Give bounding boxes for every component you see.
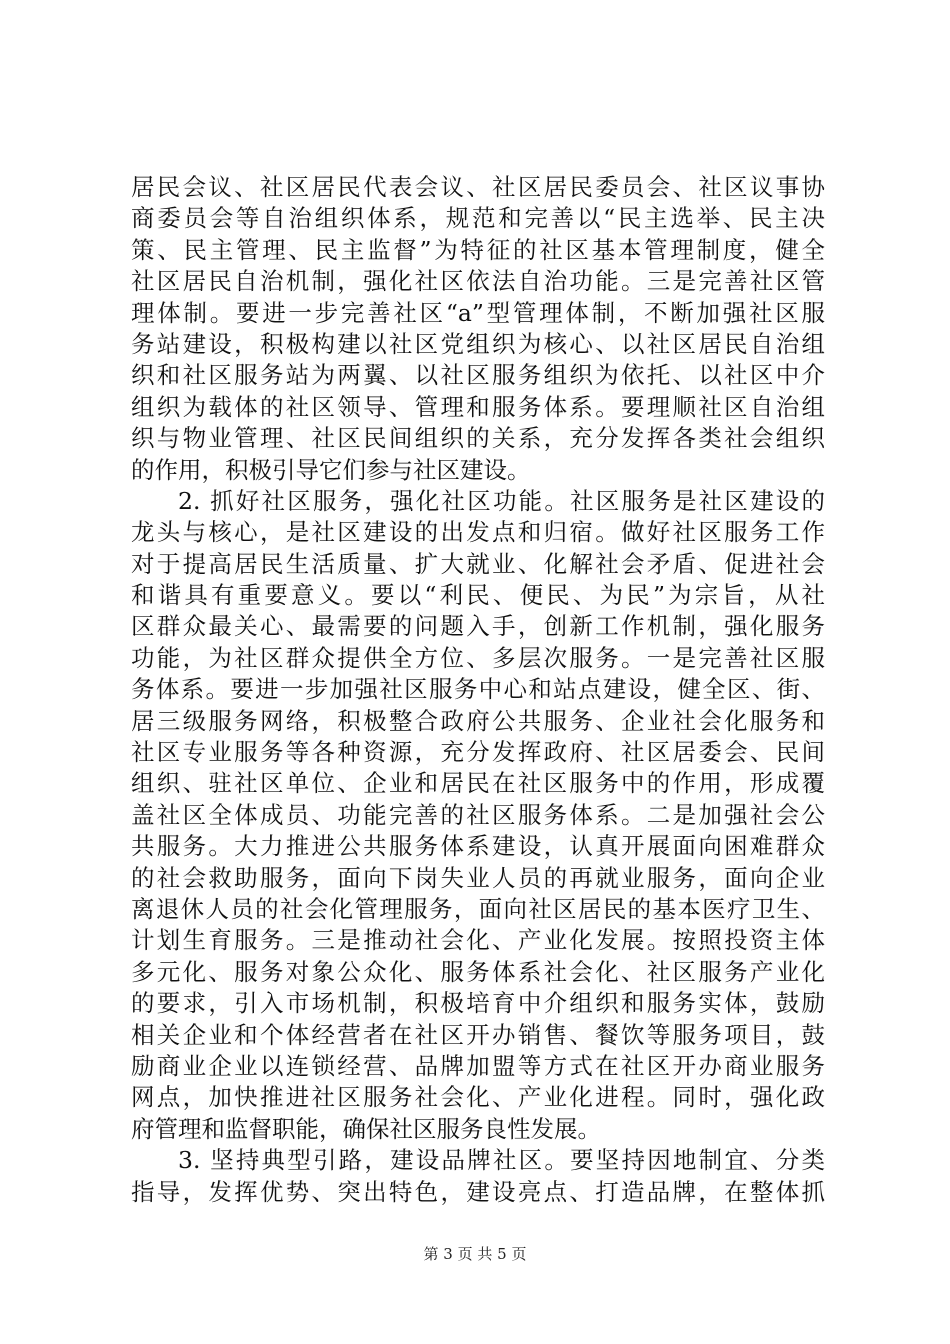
- text-line: 织与物业管理、社区民间组织的关系，充分发挥各类社会组织: [131, 424, 825, 453]
- text-line: 的作用，积极引导它们参与社区建设。: [131, 455, 531, 484]
- text-line: 理体制。要进一步完善社区“a”型管理体制，不断加强社区服: [131, 298, 825, 327]
- text-line: 的社会救助服务，面向下岗失业人员的再就业服务，面向企业: [131, 863, 825, 892]
- text-line: 商委员会等自治组织体系，规范和完善以“民主选举、民主决: [131, 204, 825, 233]
- text-line: 的要求，引入市场机制，积极培育中介组织和服务实体，鼓励: [131, 989, 825, 1018]
- text-line: 功能，为社区群众提供全方位、多层次服务。一是完善社区服: [131, 643, 825, 672]
- text-line: 共服务。大力推进公共服务体系建设，认真开展面向困难群众: [131, 832, 825, 861]
- text-line: 对于提高居民生活质量、扩大就业、化解社会矛盾、促进社会: [131, 549, 825, 578]
- text-line: 织和社区服务站为两翼、以社区服务组织为依托、以社区中介: [131, 361, 825, 390]
- text-line: 指导，发挥优势、突出特色，建设亮点、打造品牌，在整体抓: [131, 1177, 825, 1206]
- text-line: 和谐具有重要意义。要以“利民、便民、为民”为宗旨，从社: [131, 581, 825, 610]
- text-line: 务体系。要进一步加强社区服务中心和站点建设，健全区、街、: [131, 675, 825, 704]
- text-line: 多元化、服务对象公众化、服务体系社会化、社区服务产业化: [131, 957, 825, 986]
- text-line: 2. 抓好社区服务，强化社区功能。社区服务是社区建设的: [178, 486, 825, 515]
- text-line: 务站建设，积极构建以社区党组织为核心、以社区居民自治组: [131, 329, 825, 358]
- text-line: 社区专业服务等各种资源，充分发挥政府、社区居委会、民间: [131, 738, 825, 767]
- page-footer: 第 3 页 共 5 页: [423, 1245, 527, 1263]
- text-line: 龙头与核心，是社区建设的出发点和归宿。做好社区服务工作: [131, 518, 825, 547]
- text-line: 组织、驻社区单位、企业和居民在社区服务中的作用，形成覆: [131, 769, 825, 798]
- text-line: 居民会议、社区居民代表会议、社区居民委员会、社区议事协: [131, 173, 825, 201]
- text-line: 府管理和监督职能，确保社区服务良性发展。: [131, 1114, 601, 1143]
- text-line: 策、民主管理、民主监督”为特征的社区基本管理制度，健全: [131, 235, 825, 264]
- text-line: 盖社区全体成员、功能完善的社区服务体系。二是加强社会公: [131, 800, 825, 829]
- text-line: 励商业企业以连锁经营、品牌加盟等方式在社区开办商业服务: [131, 1051, 825, 1080]
- text-line: 网点，加快推进社区服务社会化、产业化进程。同时，强化政: [131, 1083, 825, 1112]
- text-line: 组织为载体的社区领导、管理和服务体系。要理顺社区自治组: [131, 392, 825, 421]
- document-body: [131, 172, 825, 1208]
- text-line: 区群众最关心、最需要的问题入手，创新工作机制，强化服务: [131, 612, 825, 641]
- text-line: 计划生育服务。三是推动社会化、产业化发展。按照投资主体: [131, 926, 825, 955]
- text-line: 社区居民自治机制，强化社区依法自治功能。三是完善社区管: [131, 267, 825, 296]
- text-line: 居三级服务网络，积极整合政府公共服务、企业社会化服务和: [131, 706, 825, 735]
- text-line: 相关企业和个体经营者在社区开办销售、餐饮等服务项目，鼓: [131, 1020, 825, 1049]
- text-line: 离退休人员的社会化管理服务，面向社区居民的基本医疗卫生、: [131, 894, 825, 923]
- text-line: 3. 坚持典型引路，建设品牌社区。要坚持因地制宜、分类: [178, 1146, 825, 1175]
